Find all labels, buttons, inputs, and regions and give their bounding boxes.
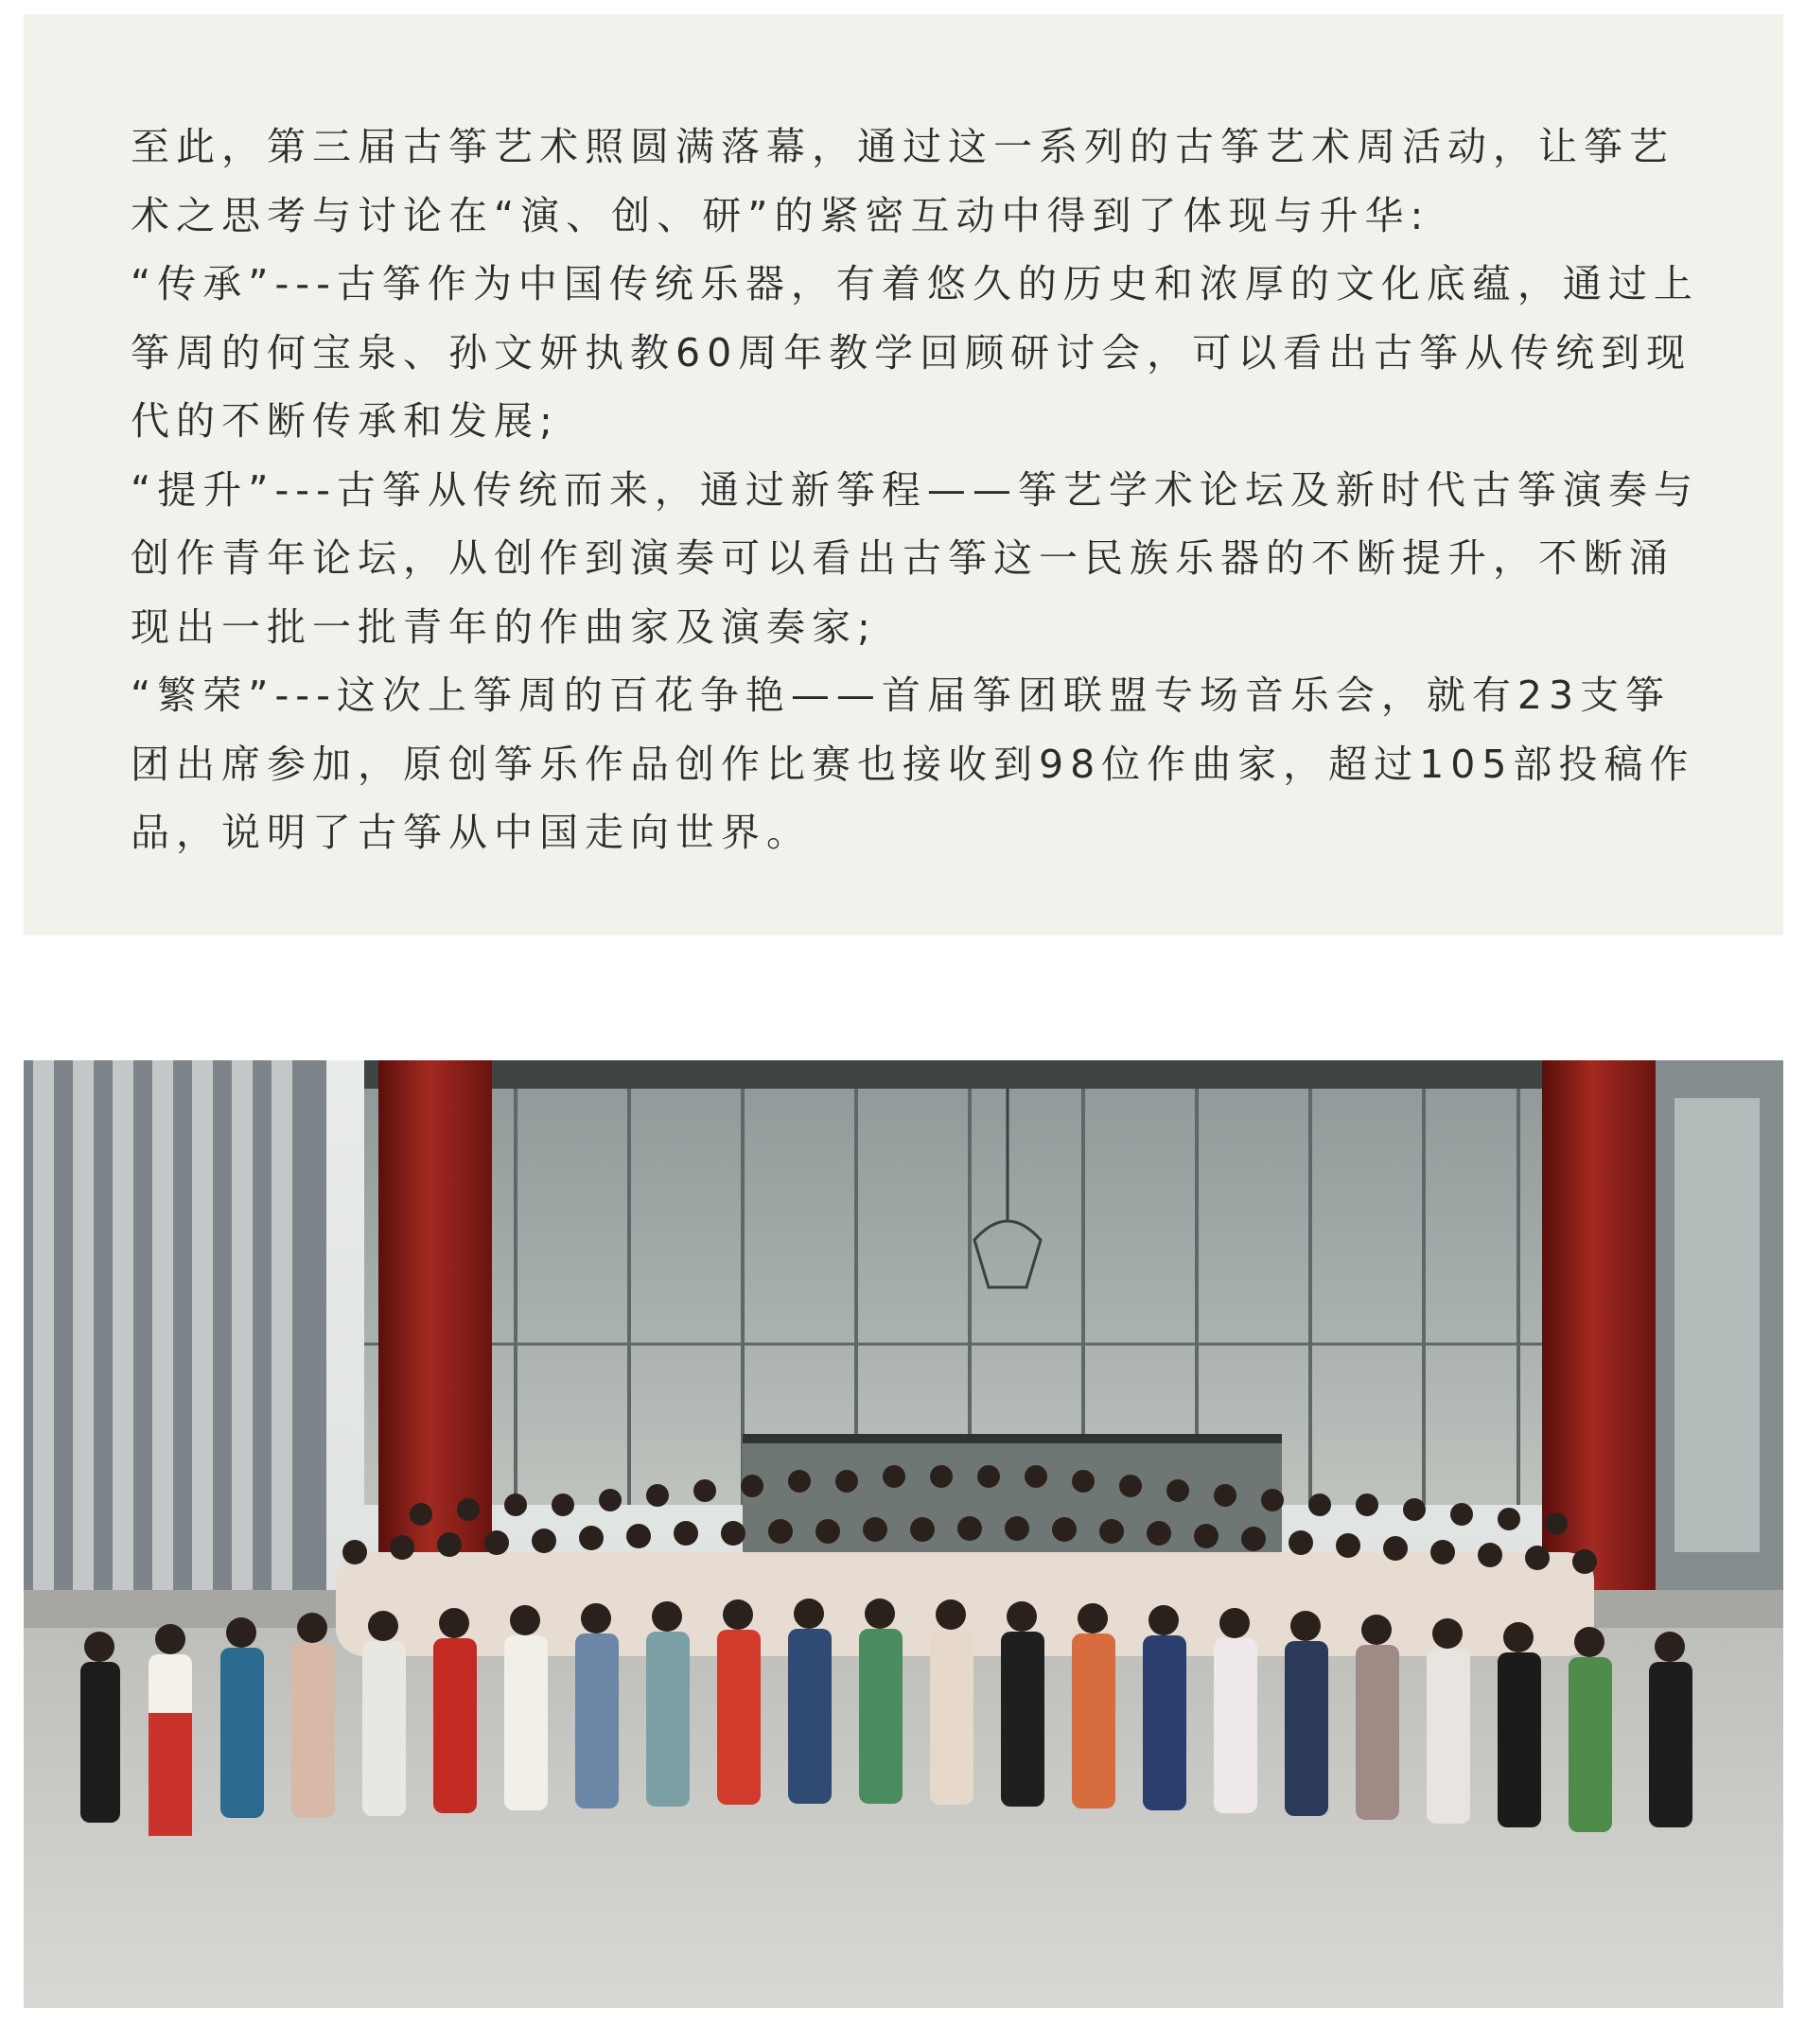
paragraph-improvement: “提升”---古筝从传统而来，通过新筝程——筝艺学术论坛及新时代古筝演奏与创作青年论坛，从创作到演奏可以看出古筝这一民族乐器的不断提升，不断涌现出一批一批青年的作曲家及演奏家; bbox=[131, 466, 1699, 650]
article-body bbox=[131, 113, 1701, 867]
paragraph-inheritance: “传承”---古筝作为中国传统乐器，有着悠久的历史和浓厚的文化底蕴，通过上筝周的何宝泉、孙文妍执教60周年教学回顾研讨会，可以看出古筝从传统到现代的不断传承和发展; bbox=[131, 261, 1699, 444]
left-facade bbox=[24, 1060, 326, 1647]
paragraph-prosperity: “繁荣”---这次上筝周的百花争艳——首届筝团联盟专场音乐会，就有23支筝团出席参加，原创筝乐作品创作比赛也接收到98位作曲家，超过105部投稿作品，说明了古筝从中国走向世界。 bbox=[131, 673, 1695, 855]
crowd-front bbox=[80, 1599, 1692, 1836]
paragraph-summary: 至此，第三届古筝艺术照圆满落幕，通过这一系列的古筝艺术周活动，让筝艺术之思考与讨论在“演、创、研”的紧密互动中得到了体现与升华: bbox=[131, 124, 1674, 238]
article-text-panel bbox=[24, 14, 1783, 935]
group-photo bbox=[24, 1060, 1783, 2008]
group-photo-illustration bbox=[24, 1060, 1783, 2008]
